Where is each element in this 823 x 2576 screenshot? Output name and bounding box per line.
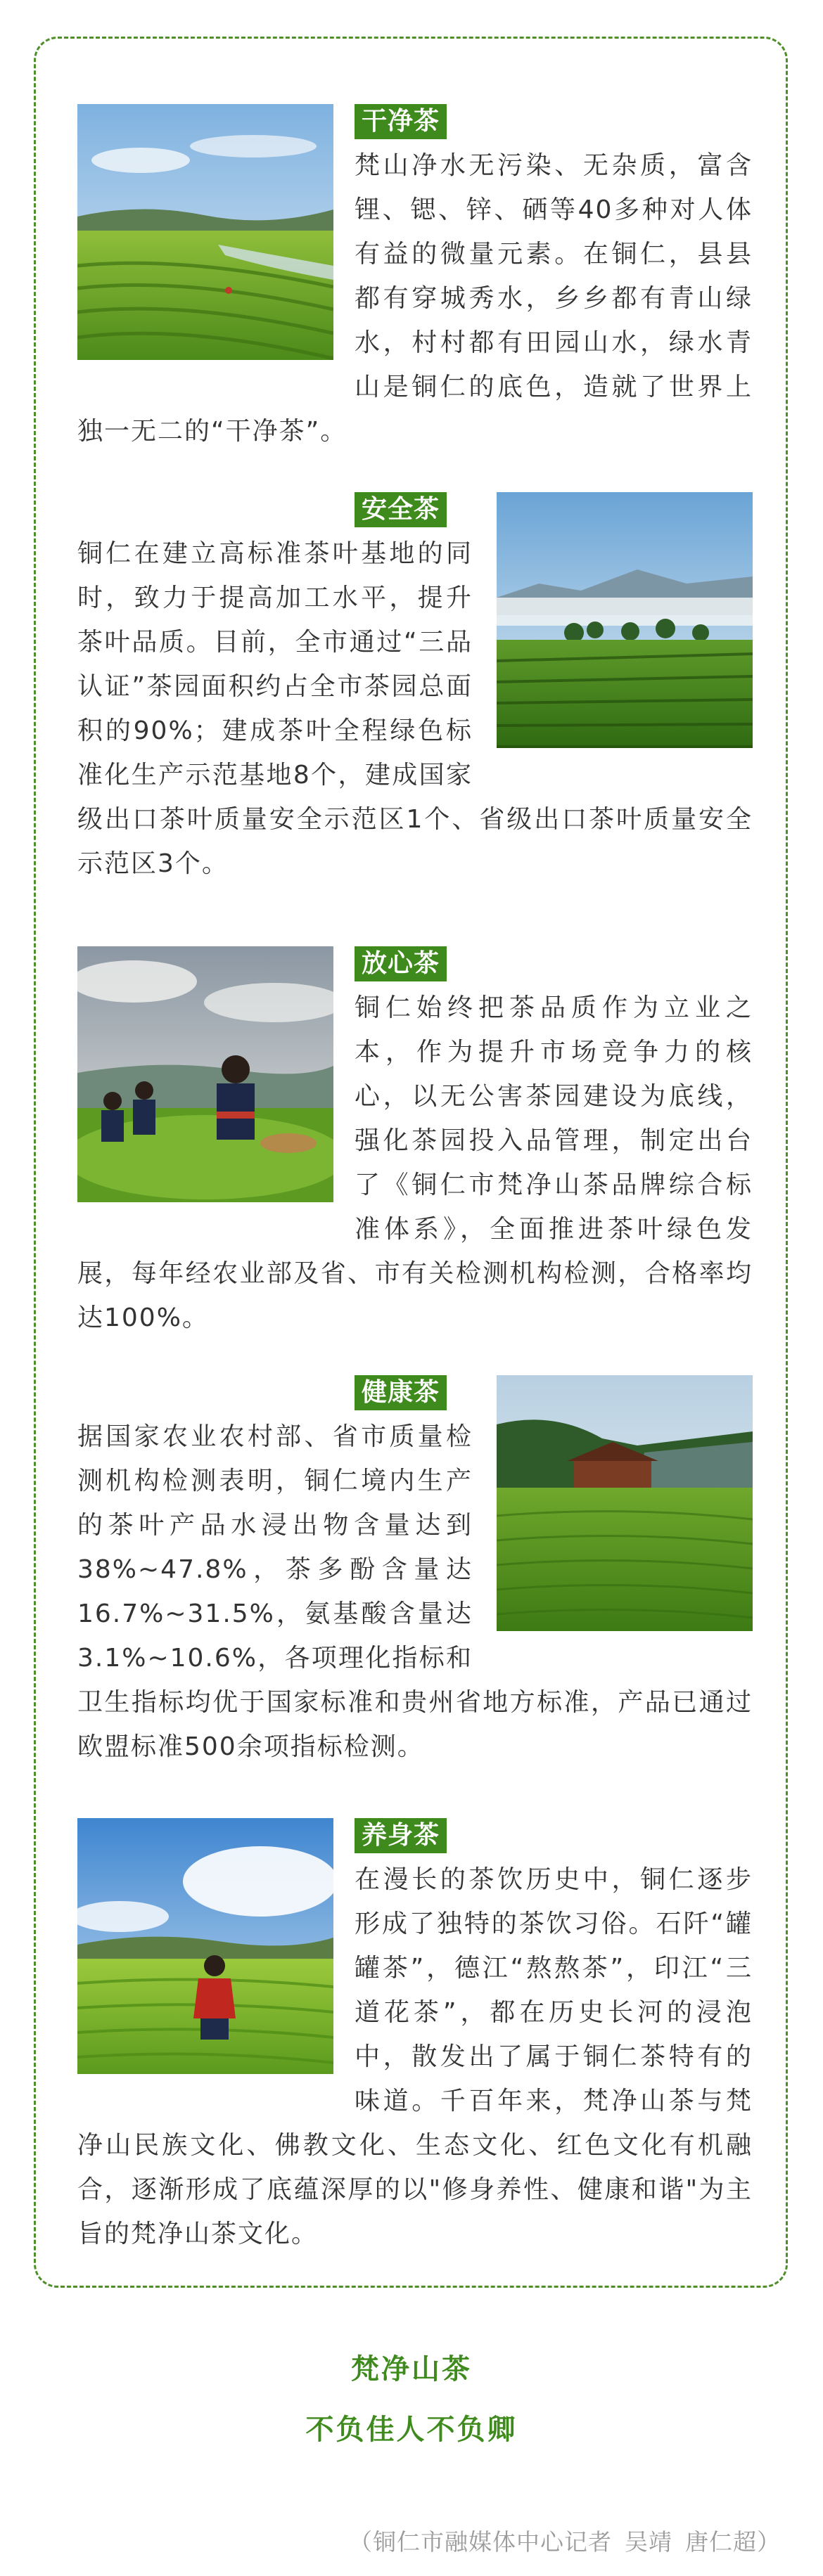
credit-reporter-1: 吴靖 (625, 2528, 672, 2556)
section-title-badge: 干净茶 (355, 104, 447, 139)
section-body-text: 铜仁在建立高标准茶叶基地的同时，致力于提高加工水平，提升茶叶品质。目前，全市通过“三品认证”茶园面积约占全市茶园总面积的90%；建成茶叶全程绿色标准化生产示范基地8个，建成国家级出口茶叶质量安全示范区1个、省级出口茶叶质量安全示范区3个。 (77, 539, 753, 878)
misty-tea-field-photo (497, 492, 753, 748)
section-healthy-tea (77, 1375, 753, 1769)
section-body-text: 在漫长的茶饮历史中，铜仁逐步形成了独特的茶饮习俗。石阡“罐罐茶”，德江“熬熬茶”，印江“三道花茶”，都在历史长河的浸泡中，散发出了属于铜仁茶特有的味道。千百年来，梵净山茶与梵净山民族文化、佛教文化、生态文化、红色文化有机融合，逐渐形成了底蕴深厚的以"修身养性、健康和谐"为主旨的梵净山茶文化。 (77, 1865, 753, 2248)
section-clean-tea (77, 104, 753, 453)
section-assured-tea (77, 946, 753, 1340)
section-body-text: 铜仁始终把茶品质作为立业之本，作为提升市场竞争力的核心，以无公害茶园建设为底线，强化茶园投入品管理，制定出台了《铜仁市梵净山茶品牌综合标准体系》，全面推进茶叶绿色发展，每年经农业部及省、市有关检测机构检测，合格率均达100%。 (77, 993, 753, 1332)
section-title-badge: 安全茶 (355, 492, 447, 527)
section-title-badge: 健康茶 (355, 1375, 447, 1410)
section-title-badge: 放心茶 (355, 946, 447, 981)
tea-plantation-photo (77, 104, 333, 360)
credit-organization: （铜仁市融媒体中心记者 (349, 2528, 612, 2556)
section-body-text: 据国家农业农村部、省市质量检测机构检测表明，铜仁境内生产的茶叶产品水浸出物含量达到38%~47.8%，茶多酚含量达16.7%~31.5%，氨基酸含量达3.1%~10.6%，各项理化指标和卫生指标均优于国家标准和贵州省地方标准，产品已通过欧盟标准500余项指标检测。 (77, 1422, 753, 1761)
closing-line-2: 不负佳人不负卿 (305, 2414, 518, 2446)
credit-reporter-2: 唐仁超） (685, 2528, 781, 2556)
section-safe-tea (77, 492, 753, 886)
woman-picking-tea-photo (77, 1818, 333, 2074)
closing-line-1: 梵净山茶 (351, 2353, 472, 2385)
section-title-badge: 养身茶 (355, 1818, 447, 1853)
section-body-text: 梵山净水无污染、无杂质，富含锂、锶、锌、硒等40多种对人体有益的微量元素。在铜仁，县县都有穿城秀水，乡乡都有青山绿水，村村都有田园山水，绿水青山是铜仁的底色，造就了世界上独一无二的“干净茶”。 (77, 151, 753, 446)
tea-pickers-photo (77, 946, 333, 1202)
tea-hills-pavilion-photo (497, 1375, 753, 1631)
reporter-credit (349, 2524, 781, 2557)
section-wellness-tea (77, 1818, 753, 2256)
